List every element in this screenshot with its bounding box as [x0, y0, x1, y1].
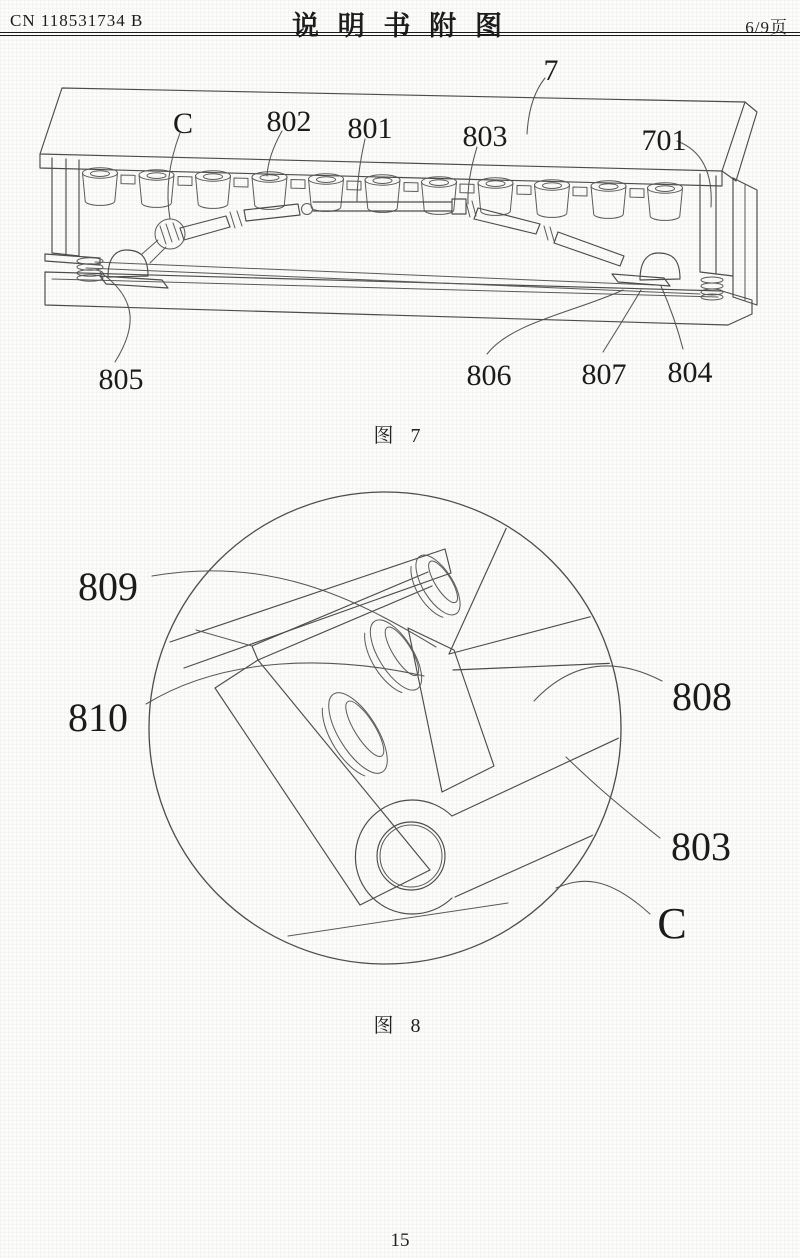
- fig7-detail-c-circle: [155, 219, 185, 249]
- figure-7-caption: 图 7: [373, 425, 427, 447]
- label-807: 807: [581, 358, 627, 391]
- fig8-internal-structure: [170, 520, 640, 936]
- label-c: C: [172, 107, 194, 140]
- fig7-roller-row: [83, 168, 683, 221]
- label-801: 801: [347, 112, 393, 145]
- figure-8-caption: 图 8: [373, 1015, 427, 1037]
- page-title: 说 明 书 附 图: [292, 11, 508, 41]
- label-803: 803: [462, 120, 508, 153]
- figure-7-drawing: [0, 40, 800, 455]
- page-indicator: 6/9页: [745, 18, 788, 37]
- fig7-arched-linkage: [100, 199, 680, 288]
- fig8-leader-lines: [146, 571, 662, 914]
- label-810: 810: [68, 695, 128, 740]
- fig7-base-plate: [45, 262, 752, 325]
- label-c-fig8: C: [657, 899, 687, 948]
- footer-page-number: 15: [390, 1230, 410, 1251]
- fig8-labels: [68, 564, 732, 948]
- document-number: CN 118531734 B: [10, 11, 144, 30]
- label-701: 701: [641, 124, 687, 157]
- label-804: 804: [667, 356, 713, 389]
- fig7-right-post-spring: [700, 174, 757, 305]
- header-rule: [0, 32, 800, 36]
- fig8-detail-circle: [149, 492, 621, 964]
- label-805: 805: [98, 363, 144, 396]
- figure-8-drawing: [0, 460, 800, 1005]
- label-808: 808: [672, 674, 732, 719]
- label-806: 806: [466, 359, 512, 392]
- label-7: 7: [543, 54, 559, 87]
- label-803-fig8: 803: [671, 824, 731, 869]
- label-802: 802: [266, 105, 312, 138]
- label-809: 809: [78, 564, 138, 609]
